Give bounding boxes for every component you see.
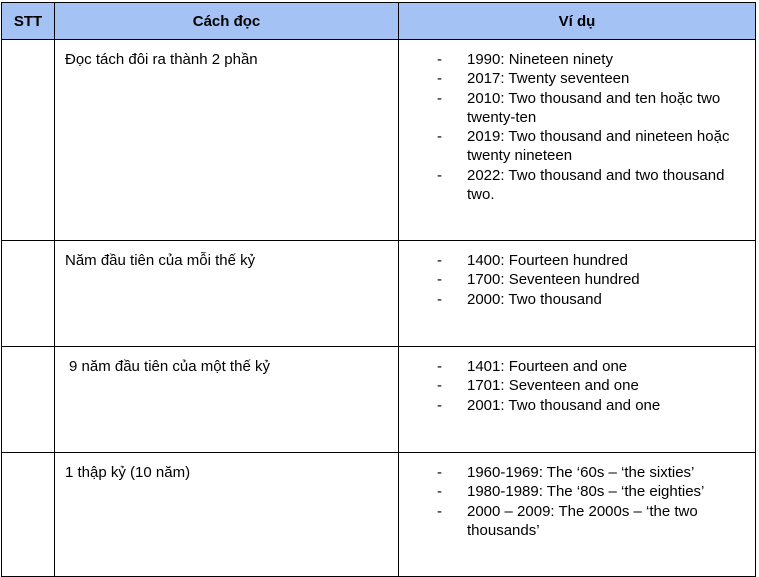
- table-row: [2, 453, 756, 577]
- examples-cell: [399, 40, 756, 241]
- list-item: - 1401: Fourteen and one: [399, 357, 755, 376]
- stt-cell: [2, 241, 55, 347]
- examples-list: [399, 241, 755, 309]
- way-cell: 1 thập kỷ (10 năm): [55, 453, 399, 577]
- examples-list: [399, 40, 755, 204]
- header-cach-doc: Cách đọc: [55, 3, 399, 40]
- stt-cell: [2, 40, 55, 241]
- table-row: [2, 241, 756, 347]
- header-vi-du: Ví dụ: [399, 3, 756, 40]
- list-item: - 2022: Two thousand and two thousand two.: [399, 166, 755, 205]
- list-item: - 2001: Two thousand and one: [399, 396, 755, 415]
- list-item: - 1701: Seventeen and one: [399, 376, 755, 395]
- examples-cell: [399, 453, 756, 577]
- list-item: - 2017: Twenty seventeen: [399, 69, 755, 88]
- way-cell: Năm đầu tiên của mỗi thế kỷ: [55, 241, 399, 347]
- list-item: - 2000: Two thousand: [399, 290, 755, 309]
- table-row: [2, 347, 756, 453]
- way-cell: 9 năm đầu tiên của một thế kỷ: [55, 347, 399, 453]
- header-stt: STT: [2, 3, 55, 40]
- way-cell: Đọc tách đôi ra thành 2 phần: [55, 40, 399, 241]
- list-item: - 1980-1989: The ‘80s – ‘the eighties’: [399, 482, 755, 501]
- list-item: - 1700: Seventeen hundred: [399, 270, 755, 289]
- header-row: [2, 3, 756, 40]
- stt-cell: [2, 347, 55, 453]
- stt-cell: [2, 453, 55, 577]
- list-item: - 2010: Two thousand and ten hoặc two twenty-ten: [399, 89, 755, 128]
- examples-list: [399, 347, 755, 415]
- examples-cell: [399, 241, 756, 347]
- list-item: - 1400: Fourteen hundred: [399, 251, 755, 270]
- reading-years-table: [1, 2, 756, 577]
- list-item: - 1990: Nineteen ninety: [399, 50, 755, 69]
- table-row: [2, 40, 756, 241]
- list-item: - 2019: Two thousand and nineteen hoặc twenty nineteen: [399, 127, 755, 166]
- examples-cell: [399, 347, 756, 453]
- examples-list: [399, 453, 755, 540]
- list-item: - 2000 – 2009: The 2000s – ‘the two thousands’: [399, 502, 755, 541]
- list-item: - 1960-1969: The ‘60s – ‘the sixties’: [399, 463, 755, 482]
